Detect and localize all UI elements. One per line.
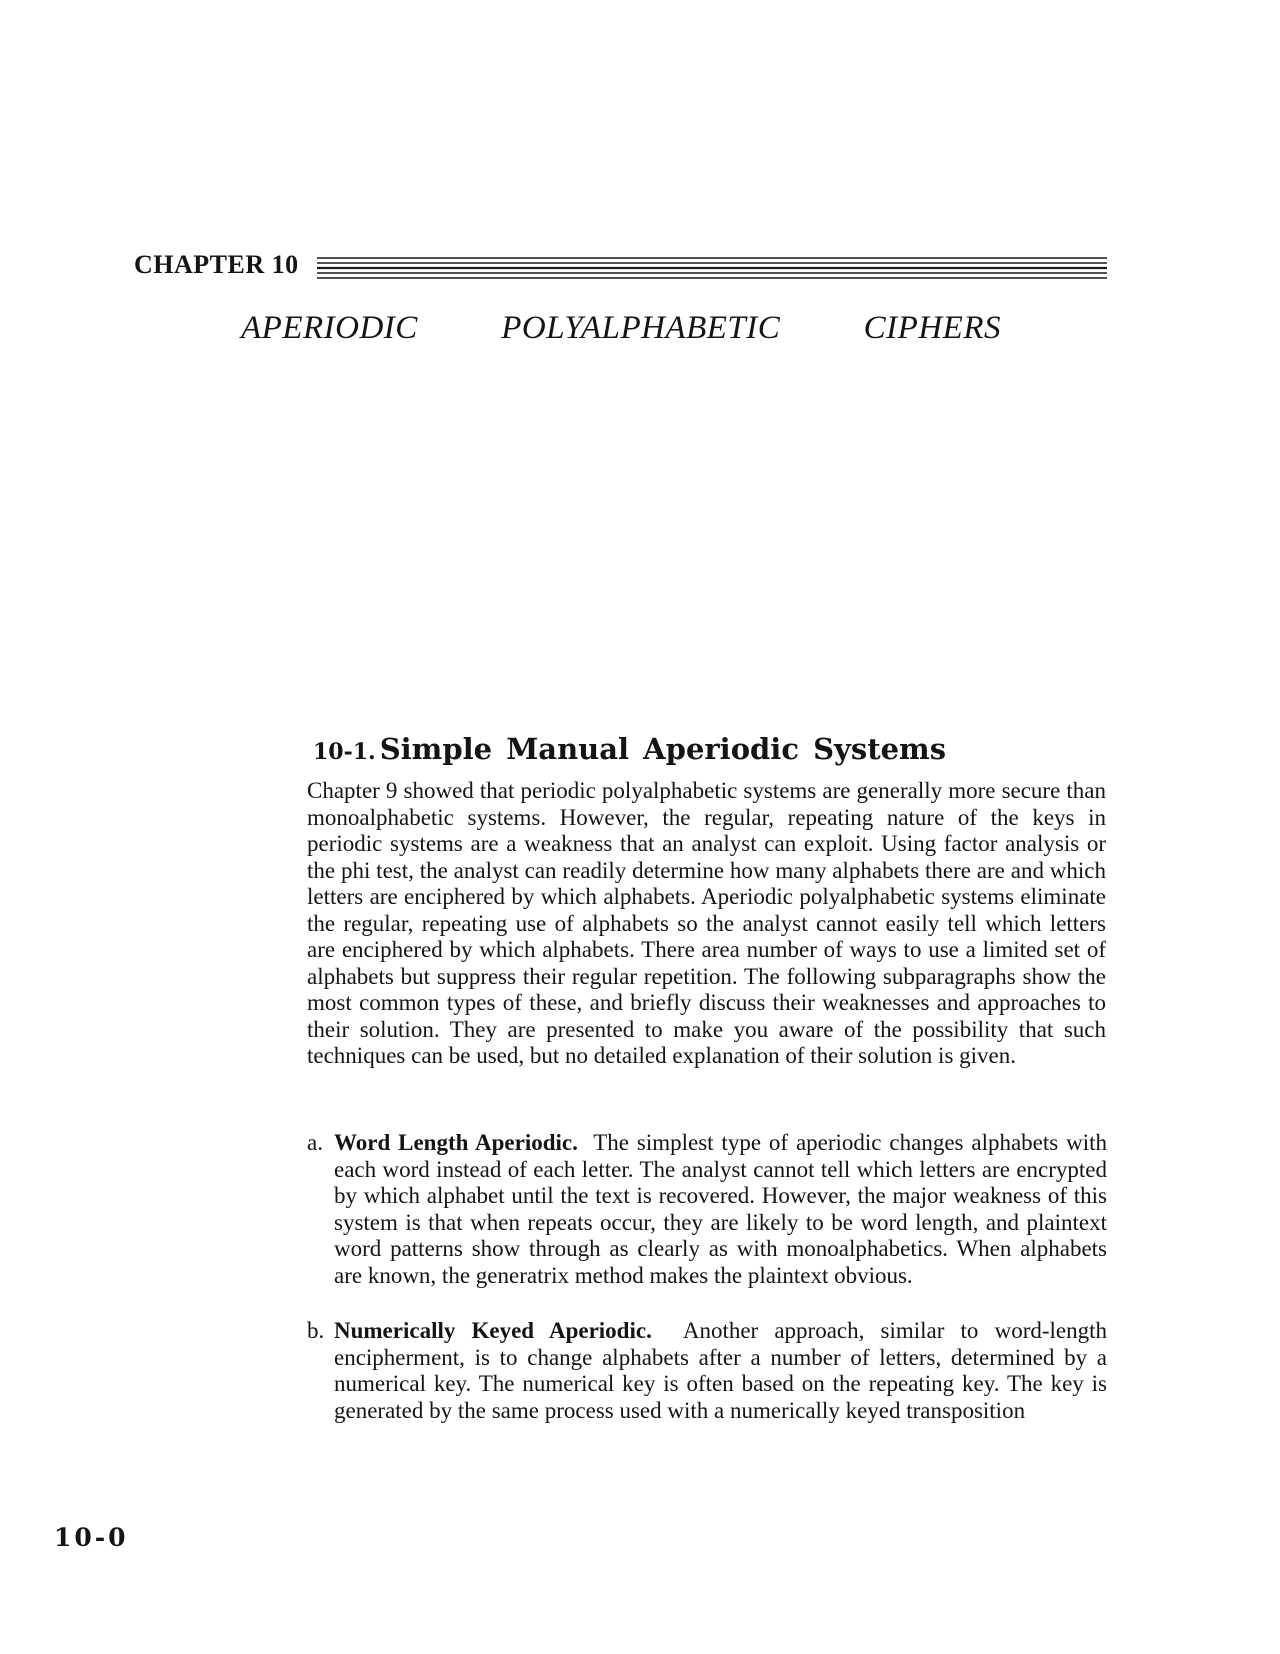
list-item bbox=[307, 1130, 1107, 1289]
item-text: The simplest type of aperiodic changes alphabets with each word instead of each letter. The analyst cannot tell which letters are encrypted by which alphabet until the text is recovered. However, the major weakness of this system is that when repeats occur, they are likely to be word length, and plaintext word patterns show through as clearly as with monoalphabetics. When alphabets are known, the generatrix method makes the plaintext obvious. bbox=[334, 1130, 1107, 1288]
page-number: 10-0 bbox=[54, 1523, 129, 1552]
section-heading bbox=[313, 732, 946, 766]
item-label: Numerically Keyed Aperiodic. bbox=[334, 1318, 652, 1343]
item-label: Word Length Aperiodic. bbox=[334, 1130, 578, 1155]
list-marker: b. bbox=[307, 1318, 325, 1343]
chapter-label: CHAPTER 10 bbox=[134, 250, 299, 279]
list-item-body bbox=[334, 1130, 1107, 1289]
list-item-body bbox=[334, 1318, 1107, 1424]
chapter-rules bbox=[317, 255, 1107, 285]
chapter-title-word: POLYALPHABETIC bbox=[501, 310, 781, 346]
section-number: 10-1. bbox=[313, 739, 376, 765]
item-text: Another approach, similar to word-length encipherment, is to change alphabets after a number of letters, determined by a numerical key. The numerical key is often based on the repeating key. The key is generated by the same process used with a numerically keyed transposition bbox=[334, 1318, 1107, 1423]
chapter-title-word: APERIODIC bbox=[241, 310, 418, 346]
intro-paragraph: Chapter 9 showed that periodic polyalphabetic systems are generally more secure than monoalphabetic systems. However, the regular, repeating nature of the keys in periodic systems are a weakness that an analyst can exploit. Using factor analysis or the phi test, the analyst can readily determine how many alphabets there are and which letters are enciphered by which alphabets. Aperiodic polyalphabetic systems eliminate the regular, repeating use of alphabets so the analyst cannot easily tell which letters are enciphered by which alphabets. There area number of ways to use a limited set of alphabets but suppress their regular repetition. The following subparagraphs show the most common types of these, and briefly discuss their weaknesses and approaches to their solution. They are presented to make you aware of the possibility that such techniques can be used, but no detailed explanation of their solution is given. bbox=[307, 778, 1106, 1068]
section-title: Simple Manual Aperiodic Systems bbox=[379, 732, 947, 766]
chapter-title-word: CIPHERS bbox=[863, 310, 1001, 346]
chapter-title bbox=[241, 310, 1001, 347]
list-marker: a. bbox=[307, 1130, 323, 1155]
list-item bbox=[307, 1318, 1107, 1424]
